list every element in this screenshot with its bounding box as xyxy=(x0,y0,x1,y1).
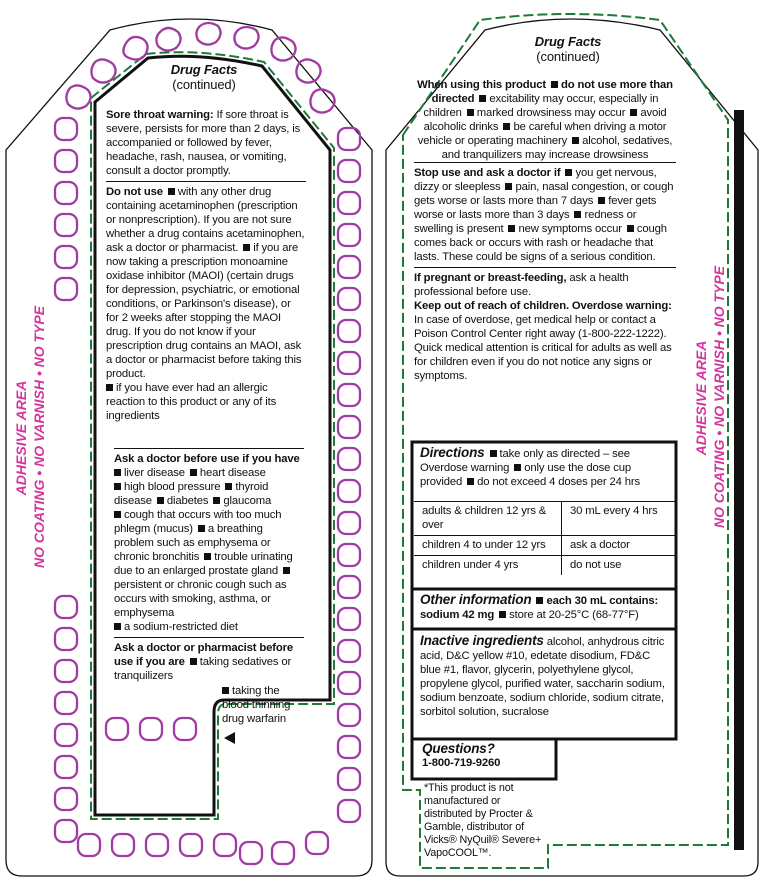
directions-item: do not exceed 4 doses per 24 hrs xyxy=(477,476,641,488)
stop-use-item: pain, nasal congestion, or cough gets worse or lasts more than 7 days xyxy=(414,181,674,207)
table-row xyxy=(414,502,676,536)
when-using-item: avoid alcoholic drinks xyxy=(423,107,667,133)
stop-use-item: you get nervous, dizzy or sleepless xyxy=(414,167,657,193)
bullet-icon xyxy=(551,81,558,88)
stop-use-item: fever gets worse or lasts more than 3 days xyxy=(414,195,657,221)
bullet-icon xyxy=(114,469,121,476)
other-info-heading: Other information xyxy=(420,592,532,607)
right-header-subtitle: (continued) xyxy=(536,49,600,64)
inactive-box xyxy=(420,634,672,719)
table-cell: 30 mL every 4 hrs xyxy=(562,502,677,536)
other-info-item: store at 20-25°C (68-77°F) xyxy=(509,609,639,621)
other-info-box xyxy=(420,593,672,622)
ask-pharmacist-item: taking the blood thinning drug warfarin xyxy=(222,685,291,725)
when-using-item: alcohol, sedatives, and tranquilizers may increase drowsiness xyxy=(441,135,673,161)
bullet-icon xyxy=(508,225,515,232)
ask-pharmacist-heading: Ask a doctor or pharmacist before use if you are xyxy=(114,642,293,668)
bullet-icon xyxy=(565,169,572,176)
stop-use-heading: Stop use and ask a doctor if xyxy=(414,167,561,179)
bullet-icon xyxy=(198,525,205,532)
bullet-icon xyxy=(598,197,605,204)
table-cell: adults & children 12 yrs & over xyxy=(414,502,562,536)
continue-arrow-icon xyxy=(224,732,235,744)
ask-doctor-item: a sodium-restricted diet xyxy=(124,621,238,633)
when-using-heading: When using this product xyxy=(417,79,547,91)
bullet-icon xyxy=(283,567,290,574)
ask-doctor-item: glaucoma xyxy=(223,495,272,507)
stop-use-item: cough comes back or occurs with rash or headache that lasts. These could be signs of a serious condition. xyxy=(414,223,667,263)
ask-doctor-item: thyroid disease xyxy=(114,481,269,507)
when-using-item: be careful when driving a motor vehicle or operating machinery xyxy=(417,121,667,147)
stop-use-item: redness or swelling is present xyxy=(414,209,637,235)
other-info-item: each 30 mL contains: sodium 42 mg xyxy=(420,595,659,621)
do-not-use-item: if you are now taking a prescription monoamine oxidase inhibitor (MAOI) (certain drugs for depression, psychiatric, or emotional conditions, or Parkinson's disease), or for 2 weeks after stopping the MAOI drug. If you do not know if your prescription drug contains an MAOI, ask a doctor or pharmacist before taking this product. xyxy=(106,242,302,380)
bullet-icon xyxy=(503,123,510,130)
table-cell: children under 4 yrs xyxy=(414,556,562,576)
right-content xyxy=(414,78,676,386)
ask-doctor-item: heart disease xyxy=(199,467,266,479)
inactive-heading: Inactive ingredients xyxy=(420,633,544,648)
bullet-icon xyxy=(225,483,232,490)
bullet-icon xyxy=(630,109,637,116)
right-adhesive-notice xyxy=(692,265,728,528)
bullet-icon xyxy=(114,511,121,518)
keep-out-text: In case of overdose, get medical help or contact a Poison Control Center right away (1-800-222-1222). Quick medical attention is critical for adults as well as for children even if you do not notice any signs or symptoms. xyxy=(414,314,672,382)
footnote xyxy=(424,782,548,860)
bullet-icon xyxy=(213,497,220,504)
do-not-use-section xyxy=(106,181,306,426)
adhesive-no-coating-label: NO COATING • NO VARNISH • NO TYPE xyxy=(711,265,727,528)
bullet-icon xyxy=(514,464,521,471)
left-adhesive-notice xyxy=(12,305,48,568)
table-cell: children 4 to under 12 yrs xyxy=(414,536,562,556)
bullet-icon xyxy=(243,244,250,251)
pregnant-heading: If pregnant or breast-feeding, xyxy=(414,272,567,284)
table-row xyxy=(414,556,676,576)
ask-doctor-item: diabetes xyxy=(166,495,209,507)
left-header xyxy=(104,62,304,92)
ask-pharmacist-item: taking sedatives or tranquilizers xyxy=(114,656,292,682)
bullet-icon xyxy=(490,450,497,457)
bullet-icon xyxy=(204,553,211,560)
ask-doctor-item: cough that occurs with too much phlegm (mucus) xyxy=(114,509,282,535)
table-cell: ask a doctor xyxy=(562,536,677,556)
bullet-icon xyxy=(467,478,474,485)
pregnant-section xyxy=(414,267,676,386)
stop-use-item: new symptoms occur xyxy=(518,223,622,235)
directions-item: take only as directed – see Overdose warning xyxy=(420,448,630,474)
ask-doctor-section xyxy=(114,448,304,637)
left-content xyxy=(106,106,306,426)
ask-doctor-item: high blood pressure xyxy=(124,481,221,493)
left-header-subtitle: (continued) xyxy=(172,77,236,92)
bullet-icon xyxy=(168,188,175,195)
adhesive-area-label: ADHESIVE AREA xyxy=(693,340,709,456)
directions-heading: Directions xyxy=(420,445,485,460)
pregnant-text: ask a health professional before use. xyxy=(414,272,629,298)
ask-doctor-item: persistent or chronic cough such as occurs with smoking, asthma, or emphysema xyxy=(114,579,287,619)
sore-throat-heading: Sore throat warning: xyxy=(106,109,214,121)
bullet-icon xyxy=(627,225,634,232)
adhesive-area-label: ADHESIVE AREA xyxy=(13,380,29,496)
left-content-lower xyxy=(114,448,304,751)
right-drug-facts-panel xyxy=(470,34,666,64)
bullet-icon xyxy=(574,211,581,218)
right-header-title: Drug Facts xyxy=(534,34,602,49)
when-using-item: marked drowsiness may occur xyxy=(476,107,626,119)
right-header xyxy=(470,34,666,64)
when-using-item: excitability may occur, especially in children xyxy=(423,93,659,119)
bullet-icon xyxy=(157,497,164,504)
directions-box xyxy=(420,446,672,489)
footnote-text: *This product is not manufactured or distributed by Procter & Gamble, distributor of Vicks® NyQuil® Severe+ VapoCOOL™. xyxy=(424,782,542,859)
do-not-use-heading: Do not use xyxy=(106,186,163,198)
bullet-icon xyxy=(467,109,474,116)
table-cell: do not use xyxy=(562,556,677,576)
inactive-text: alcohol, anhydrous citric acid, D&C yellow #10, edetate disodium, FD&C blue #1, flavor, glycerin, polyethylene glycol, propylene glycol, purified water, saccharin sodium, sodium benzoate, sodium chloride, sodium citrate, sorbitol solution, sucralose xyxy=(420,636,665,718)
questions-heading: Questions? xyxy=(422,741,495,756)
ask-pharmacist-section xyxy=(114,637,304,751)
directions-item: only use the dose cup provided xyxy=(420,462,632,488)
bullet-icon xyxy=(190,469,197,476)
bullet-icon xyxy=(572,137,579,144)
bullet-icon xyxy=(114,623,121,630)
ask-doctor-heading: Ask a doctor before use if you have xyxy=(114,453,300,465)
left-header-title: Drug Facts xyxy=(170,62,238,77)
bullet-icon xyxy=(190,658,197,665)
dosage-table xyxy=(414,498,676,575)
ask-doctor-item: a breathing problem such as emphysema or chronic bronchitis xyxy=(114,523,271,563)
questions-box xyxy=(422,742,552,770)
bullet-icon xyxy=(479,95,486,102)
questions-phone: 1-800-719-9260 xyxy=(422,757,501,769)
ask-doctor-item: liver disease xyxy=(124,467,185,479)
sore-throat-text: If sore throat is severe, persists for more than 2 days, is accompanied or followed by fever, headache, rash, nausea, or vomiting, consult a doctor promptly. xyxy=(106,109,301,177)
bullet-icon xyxy=(222,687,229,694)
bullet-icon xyxy=(499,611,506,618)
when-using-section xyxy=(414,78,676,162)
stop-use-section xyxy=(414,162,676,267)
left-drug-facts-panel xyxy=(104,62,304,92)
do-not-use-item: if you have ever had an allergic reaction to this product or any of its ingredients xyxy=(106,382,277,422)
ask-doctor-item: trouble urinating due to an enlarged prostate gland xyxy=(114,551,293,577)
adhesive-no-coating-label: NO COATING • NO VARNISH • NO TYPE xyxy=(31,305,47,568)
bullet-icon xyxy=(536,597,543,604)
keep-out-heading: Keep out of reach of children. Overdose warning: xyxy=(414,300,672,312)
bullet-icon xyxy=(505,183,512,190)
do-not-use-item: with any other drug containing acetaminophen (prescription or nonprescription). If you are not sure whether a drug contains acetaminophen, ask a doctor or pharmacist. xyxy=(106,186,305,254)
when-using-item: do not use more than directed xyxy=(431,79,673,105)
table-row xyxy=(414,536,676,556)
bullet-icon xyxy=(106,384,113,391)
sore-throat-section xyxy=(106,106,306,181)
right-edge-bar xyxy=(734,110,744,850)
bullet-icon xyxy=(114,483,121,490)
